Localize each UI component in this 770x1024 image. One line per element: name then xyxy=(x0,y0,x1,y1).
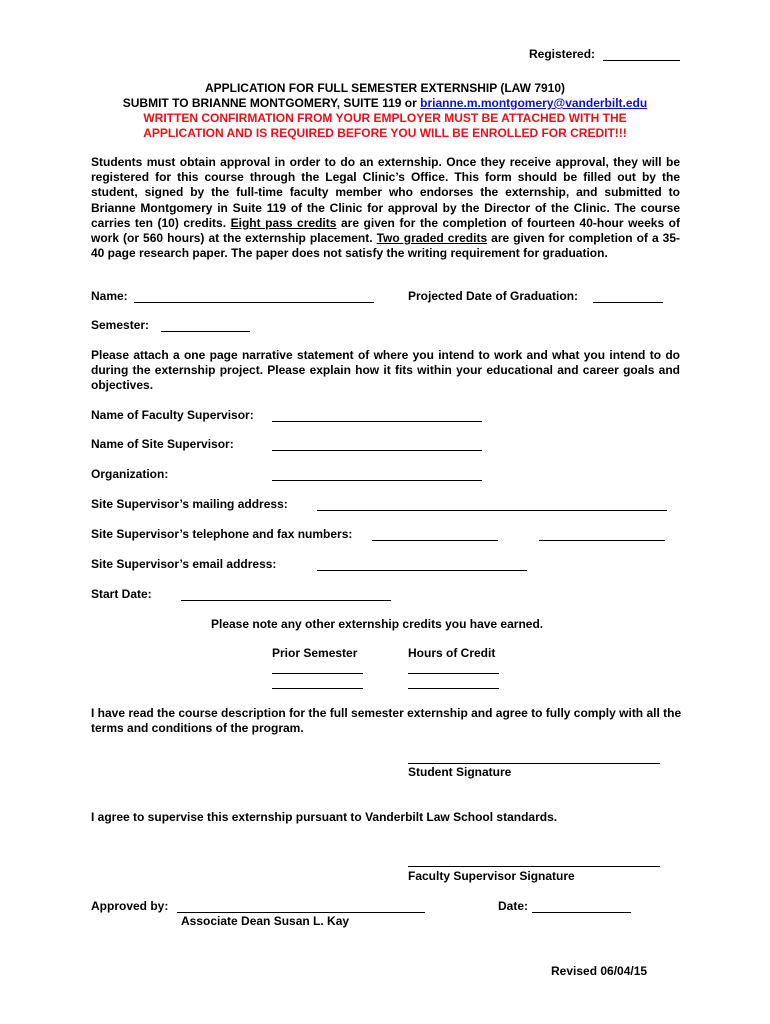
fax-field[interactable] xyxy=(539,540,665,541)
other-credits-note: Please note any other externship credits you have earned. xyxy=(211,617,544,631)
warning-line-1: WRITTEN CONFIRMATION FROM YOUR EMPLOYER MUST BE ATTACHED WITH THE xyxy=(143,111,627,125)
supervisor-email-label: Site Supervisor’s email address: xyxy=(91,557,277,571)
approved-by-field[interactable] xyxy=(177,912,425,913)
approved-by-label: Approved by: xyxy=(91,899,169,913)
graduation-date-label: Projected Date of Graduation: xyxy=(408,289,579,303)
revised-date: Revised 06/04/15 xyxy=(551,964,648,978)
prior-semester-field-1[interactable] xyxy=(272,673,363,674)
phone-fax-label: Site Supervisor’s telephone and fax numbers: xyxy=(91,527,353,541)
site-supervisor-label: Name of Site Supervisor: xyxy=(91,437,234,451)
start-date-field[interactable] xyxy=(181,600,391,601)
student-signature-label: Student Signature xyxy=(408,765,512,779)
form-title: APPLICATION FOR FULL SEMESTER EXTERNSHIP (LAW 7910) xyxy=(204,81,566,95)
hours-of-credit-field-2[interactable] xyxy=(408,688,499,689)
intro-text-2: are given for the completion of fourteen 40-hour weeks of work (or 560 hours) at the externship placement. xyxy=(91,215,680,246)
dean-name: Associate Dean Susan L. Kay xyxy=(181,914,350,928)
supervise-statement: I agree to supervise this externship pursuant to Vanderbilt Law School standards. xyxy=(91,810,558,824)
faculty-signature-label: Faculty Supervisor Signature xyxy=(408,869,575,883)
name-label: Name: xyxy=(91,289,128,303)
prior-semester-header: Prior Semester xyxy=(272,646,358,660)
graduation-date-field[interactable] xyxy=(593,302,663,303)
registered-label: Registered: xyxy=(529,47,596,61)
semester-field[interactable] xyxy=(161,331,250,332)
mailing-address-label: Site Supervisor’s mailing address: xyxy=(91,497,288,511)
agreement-paragraph: I have read the course description for the full semester externship and agree to fully comply with all the terms and conditions of the program. xyxy=(91,706,682,736)
registered-field[interactable] xyxy=(603,60,680,61)
faculty-supervisor-field[interactable] xyxy=(272,421,482,422)
mailing-address-field[interactable] xyxy=(317,510,667,511)
telephone-field[interactable] xyxy=(372,540,498,541)
faculty-supervisor-label: Name of Faculty Supervisor: xyxy=(91,408,254,422)
faculty-signature-field[interactable] xyxy=(408,866,660,867)
submit-line xyxy=(0,96,770,110)
date-field[interactable] xyxy=(532,912,631,913)
site-supervisor-field[interactable] xyxy=(272,450,482,451)
hours-of-credit-header: Hours of Credit xyxy=(408,646,496,660)
two-graded-credits: Two graded credits xyxy=(376,231,488,246)
intro-text-3: are given for completion of a 35-40 page research paper. The paper does not satisfy the writing requirement for graduation. xyxy=(91,231,680,261)
submit-text: SUBMIT TO BRIANNE MONTGOMERY, SUITE 119 or xyxy=(122,96,421,110)
narrative-paragraph: Please attach a one page narrative statement of where you intend to work and what you intend to do during the externship project. Please explain how it fits within your educational and career goals and objectives. xyxy=(91,348,680,393)
supervisor-email-field[interactable] xyxy=(317,570,527,571)
intro-text-1: Students must obtain approval in order to do an externship. Once they receive approval, they will be registered for this course through the Legal Clinic’s Office. This form should be filled out by the student, signed by the full-time faculty member who endorses the externship, and submitted to Brianne Montgomery in Suite 119 of the Clinic for approval by the Director of the Clinic. The course carries ten (10) credits. xyxy=(91,155,680,230)
date-label: Date: xyxy=(498,899,529,913)
email-link[interactable]: brianne.m.montgomery@vanderbilt.edu xyxy=(420,96,648,110)
start-date-label: Start Date: xyxy=(91,587,152,601)
semester-label: Semester: xyxy=(91,318,150,332)
intro-paragraph xyxy=(91,155,680,261)
hours-of-credit-field-1[interactable] xyxy=(408,673,499,674)
warning-line-2: APPLICATION AND IS REQUIRED BEFORE YOU WILL BE ENROLLED FOR CREDIT!!! xyxy=(143,126,627,140)
prior-semester-field-2[interactable] xyxy=(272,688,363,689)
eight-pass-credits: Eight pass credits xyxy=(230,215,337,230)
student-signature-field[interactable] xyxy=(408,763,660,764)
organization-label: Organization: xyxy=(91,467,169,481)
name-field[interactable] xyxy=(134,302,374,303)
organization-field[interactable] xyxy=(272,480,482,481)
